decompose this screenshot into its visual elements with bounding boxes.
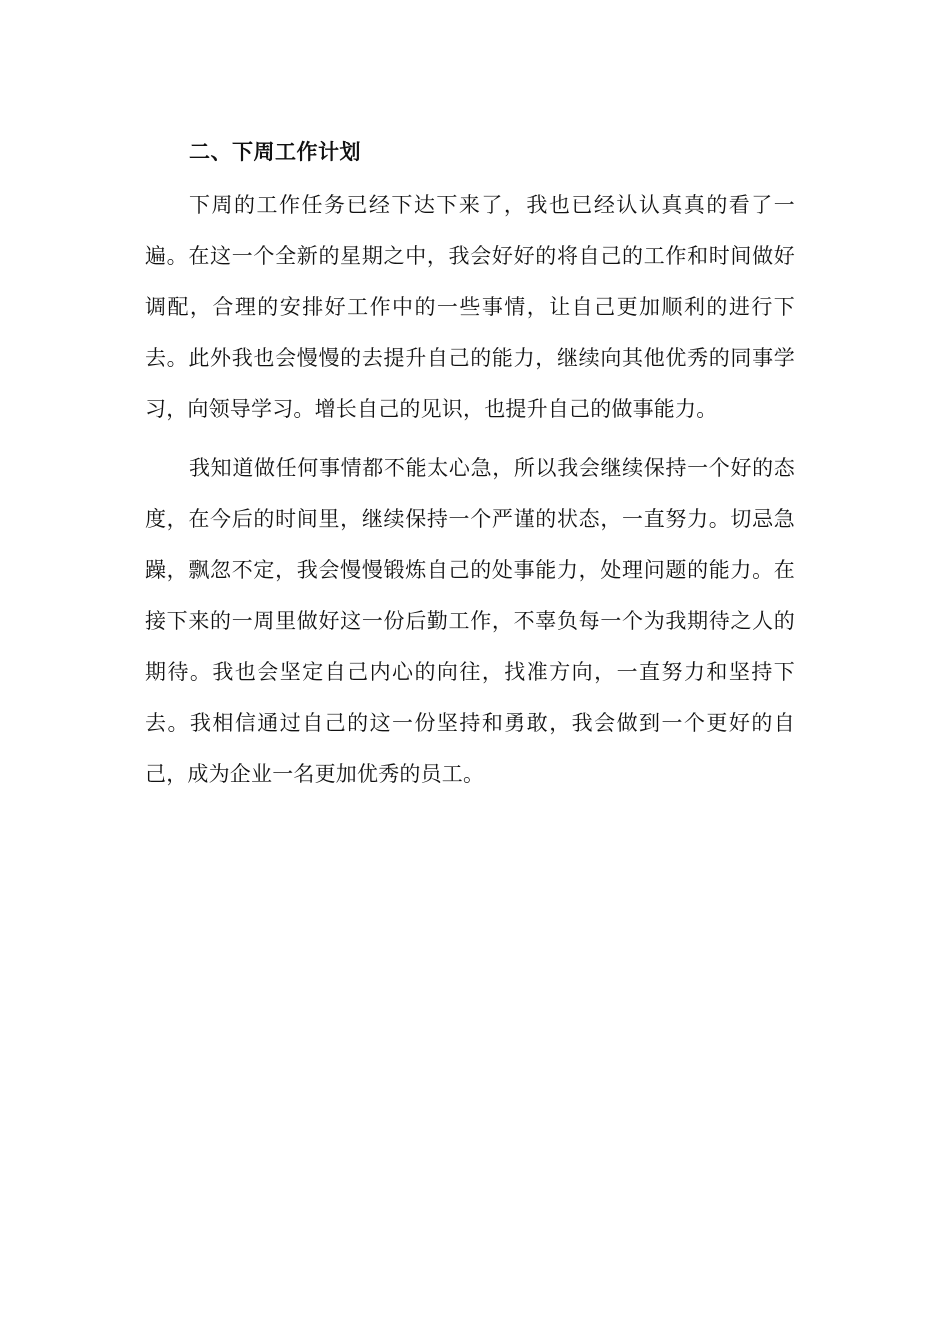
paragraph-weekly-tasks: 下周的工作任务已经下达下来了，我也已经认认真真的看了一遍。在这一个全新的星期之中，我会好好的将自己的工作和时间做好调配，合理的安排好工作中的一些事情，让自己更加顺利的进行下去。此外我也会慢慢的去提升自己的能力，继续向其他优秀的同事学习，向领导学习。增长自己的见识，也提升自己的做事能力。 bbox=[145, 193, 795, 421]
document-body bbox=[145, 132, 795, 808]
section-heading: 二、下周工作计划 bbox=[189, 140, 361, 164]
paragraph-attitude-commitment: 我知道做任何事情都不能太心急，所以我会继续保持一个好的态度，在今后的时间里，继续保持一个严谨的状态，一直努力。切忌急躁，飘忽不定，我会慢慢锻炼自己的处事能力，处理问题的能力。在接下来的一周里做好这一份后勤工作，不辜负每一个为我期待之人的期待。我也会坚定自己内心的向往，找准方向，一直努力和坚持下去。我相信通过自己的这一份坚持和勇敢，我会做到一个更好的自己，成为企业一名更加优秀的员工。 bbox=[145, 456, 795, 786]
